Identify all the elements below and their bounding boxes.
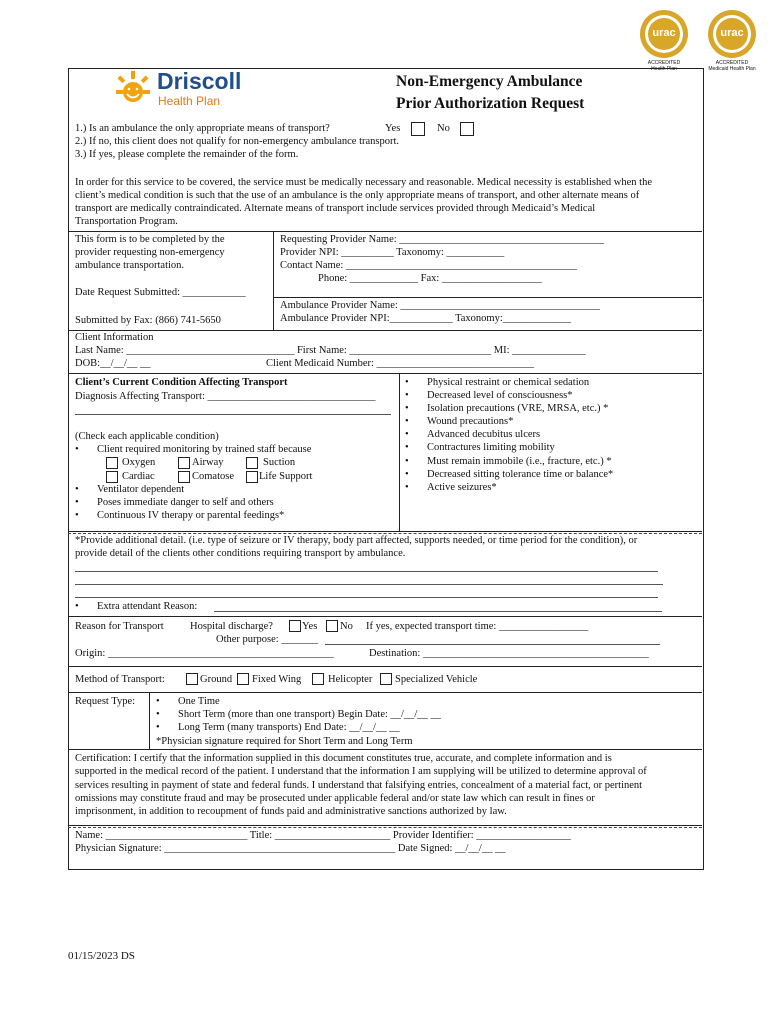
condition-item: • Poses immediate danger to self and others <box>97 497 274 509</box>
detail-line[interactable] <box>75 571 658 572</box>
other-purpose-field[interactable]: Other purpose: _______ <box>216 634 319 645</box>
question-2: 2.) If no, this client does not qualify for non-emergency ambulance transport. <box>75 136 400 147</box>
title-line2: Prior Authorization Request <box>396 95 585 112</box>
check-instruction: (Check each applicable condition) <box>75 431 219 442</box>
no-label: No <box>437 123 450 134</box>
origin-field[interactable]: Origin: ___________________________________________ <box>75 648 334 659</box>
request-long-term[interactable]: • Long Term (many transports) End Date: __/__/__ __ <box>178 722 400 734</box>
logo-name: Driscoll <box>157 68 242 94</box>
intro-line: Transportation Program. <box>75 216 178 227</box>
ground-label: Ground <box>200 674 233 685</box>
discharge-yes-label: Yes <box>302 621 318 632</box>
logo-sub: Health Plan <box>158 94 221 108</box>
fixed-wing-label: Fixed Wing <box>252 674 302 685</box>
specialized-vehicle-label: Specialized Vehicle <box>395 674 478 685</box>
helicopter-label: Helicopter <box>328 674 373 685</box>
cert-line: services resulting in payment of state and federal funds. I understand that falsifying entries, concealment of a material fact, or pertinent <box>75 780 643 791</box>
condition-heading: Client’s Current Condition Affecting Transport <box>75 377 288 388</box>
destination-field[interactable]: Destination: ___________________________________________ <box>369 648 649 659</box>
suction-label: Suction <box>263 457 296 468</box>
fax-number: Submitted by Fax: (866) 741-5650 <box>75 315 221 326</box>
phone-fax-field[interactable]: Phone: _____________ Fax: ___________________ <box>318 273 542 284</box>
condition-item: • Decreased level of consciousness* <box>427 390 573 402</box>
oxygen-checkbox[interactable] <box>106 457 118 469</box>
request-type-label: Request Type: <box>75 696 136 707</box>
condition-item: • Ventilator dependent <box>97 484 184 496</box>
sun-logo-icon <box>114 70 152 110</box>
reason-label: Reason for Transport <box>75 621 164 632</box>
physician-signature-field[interactable]: Physician Signature: ____________________________________________ Date Signed: __/__/__ __ <box>75 843 506 854</box>
ambulance-provider-npi-field[interactable]: Ambulance Provider NPI:____________ Taxonomy:_____________ <box>280 313 572 324</box>
condition-item: • Must remain immobile (i.e., fracture, etc.) * <box>427 456 612 468</box>
badge-sub: Health Plan <box>651 66 677 72</box>
yes-checkbox[interactable] <box>411 122 425 136</box>
left-info: provider requesting non-emergency <box>75 247 225 258</box>
footer-date: 01/15/2023 DS <box>68 950 135 962</box>
detail-instruction: provide detail of the clients other conditions requiring transport by ambulance. <box>75 548 406 559</box>
client-name-field[interactable]: Last Name: ________________________________ First Name: ___________________________ MI: ______________ <box>75 345 586 356</box>
cert-line: imprisonment, in addition to recoupment of funds paid and administrative sanctions authorized by law. <box>75 806 507 817</box>
comatose-checkbox[interactable] <box>178 471 190 483</box>
dob-field[interactable]: DOB:__/__/__ __ <box>75 358 151 369</box>
requesting-provider-name-field[interactable]: Requesting Provider Name: _______________________________________ <box>280 234 605 245</box>
driscoll-logo <box>114 70 264 114</box>
condition-item: • Advanced decubitus ulcers <box>427 429 540 441</box>
diagnosis-field[interactable]: Diagnosis Affecting Transport: ________________________________ <box>75 391 376 402</box>
question-1: 1.) Is an ambulance the only appropriate means of transport? <box>75 123 330 134</box>
airway-label: Airway <box>192 457 224 468</box>
title-line1: Non-Emergency Ambulance <box>396 73 583 90</box>
helicopter-checkbox[interactable] <box>312 673 324 685</box>
life-support-checkbox[interactable] <box>246 471 258 483</box>
expected-time-field[interactable]: If yes, expected transport time: _________________ <box>366 621 589 632</box>
request-one-time[interactable]: • One Time <box>178 696 220 708</box>
client-info-heading: Client Information <box>75 332 154 343</box>
suction-checkbox[interactable] <box>246 457 258 469</box>
cert-line: supported in the medical record of the patient. I understand that the information I am supplying will be utilized to determine approval of <box>75 766 647 777</box>
no-checkbox[interactable] <box>460 122 474 136</box>
cert-line: Certification: I certify that the information supplied in this document constitutes true, accurate, and complete information and is <box>75 753 612 764</box>
name-title-field[interactable]: Name: ___________________________ Title: ______________________ Provider Identifier: __________________ <box>75 830 571 841</box>
condition-item: • Decreased sitting tolerance time or balance* <box>427 469 613 481</box>
condition-item: • Wound precautions* <box>427 416 513 428</box>
cardiac-checkbox[interactable] <box>106 471 118 483</box>
life-support-label: Life Support <box>259 471 313 482</box>
badge-label: urac <box>720 27 744 39</box>
provider-npi-field[interactable]: Provider NPI: __________ Taxonomy: ___________ <box>280 247 505 258</box>
hospital-discharge-label: Hospital discharge? <box>190 621 273 632</box>
left-info: This form is to be completed by the <box>75 234 225 245</box>
badge-caption: ACCREDITED <box>715 60 749 66</box>
specialized-vehicle-checkbox[interactable] <box>380 673 392 685</box>
badge-caption: ACCREDITED <box>647 60 681 66</box>
extra-reason-line[interactable] <box>214 611 662 612</box>
physician-note: *Physician signature required for Short Term and Long Term <box>156 736 413 747</box>
urac-badge-2 <box>708 10 758 80</box>
detail-line[interactable] <box>75 584 663 585</box>
left-info: ambulance transportation. <box>75 260 185 271</box>
contact-name-field[interactable]: Contact Name: ____________________________________________ <box>280 260 577 271</box>
medicaid-number-field[interactable]: Client Medicaid Number: ______________________________ <box>266 358 535 369</box>
monitor-item: • Client required monitoring by trained staff because <box>97 444 311 456</box>
airway-checkbox[interactable] <box>178 457 190 469</box>
date-submitted-field[interactable]: Date Request Submitted: ____________ <box>75 287 246 298</box>
cert-line: omissions may constitute fraud and may be prosecuted under applicable federal and/or state law which can result in fines or <box>75 793 595 804</box>
condition-item: • Isolation precautions (VRE, MRSA, etc.) * <box>427 403 608 415</box>
intro-line: client’s medical condition is such that the use of an ambulance is the only appropriate means of transport, and other alternate means of <box>75 190 640 201</box>
discharge-no-label: No <box>340 621 353 632</box>
method-label: Method of Transport: <box>75 674 165 685</box>
detail-line[interactable] <box>75 597 658 598</box>
intro-line: In order for this service to be covered, the service must be medically necessary and reasonable. Medical necessity is established when the <box>75 177 652 188</box>
discharge-yes-checkbox[interactable] <box>289 620 301 632</box>
condition-item: • Contractures limiting mobility <box>427 442 555 454</box>
ground-checkbox[interactable] <box>186 673 198 685</box>
detail-instruction: *Provide additional detail. (i.e. type of seizure or IV therapy, body part affected, supports needed, or time period for the condition), or <box>75 535 638 546</box>
ambulance-provider-name-field[interactable]: Ambulance Provider Name: ______________________________________ <box>280 300 600 311</box>
cardiac-label: Cardiac <box>122 471 155 482</box>
discharge-no-checkbox[interactable] <box>326 620 338 632</box>
extra-attendant-item: • Extra attendant Reason: <box>97 601 197 613</box>
intro-line: transport are medically contraindicated. Alternate means of transport include services provided through Medicaid’s Medical <box>75 203 596 214</box>
request-short-term[interactable]: • Short Term (more than one transport) Begin Date: __/__/__ __ <box>178 709 441 721</box>
condition-item: • Active seizures* <box>427 482 497 494</box>
condition-item: • Physical restraint or chemical sedation <box>427 377 589 389</box>
badge-sub: Medicaid Health Plan <box>708 66 756 72</box>
comatose-label: Comatose <box>192 471 234 482</box>
question-3: 3.) If yes, please complete the remainder of the form. <box>75 149 299 160</box>
yes-label: Yes <box>385 123 401 134</box>
oxygen-label: Oxygen <box>122 457 156 468</box>
condition-item: • Continuous IV therapy or parental feedings* <box>97 510 284 522</box>
badge-label: urac <box>652 27 676 39</box>
fixed-wing-checkbox[interactable] <box>237 673 249 685</box>
